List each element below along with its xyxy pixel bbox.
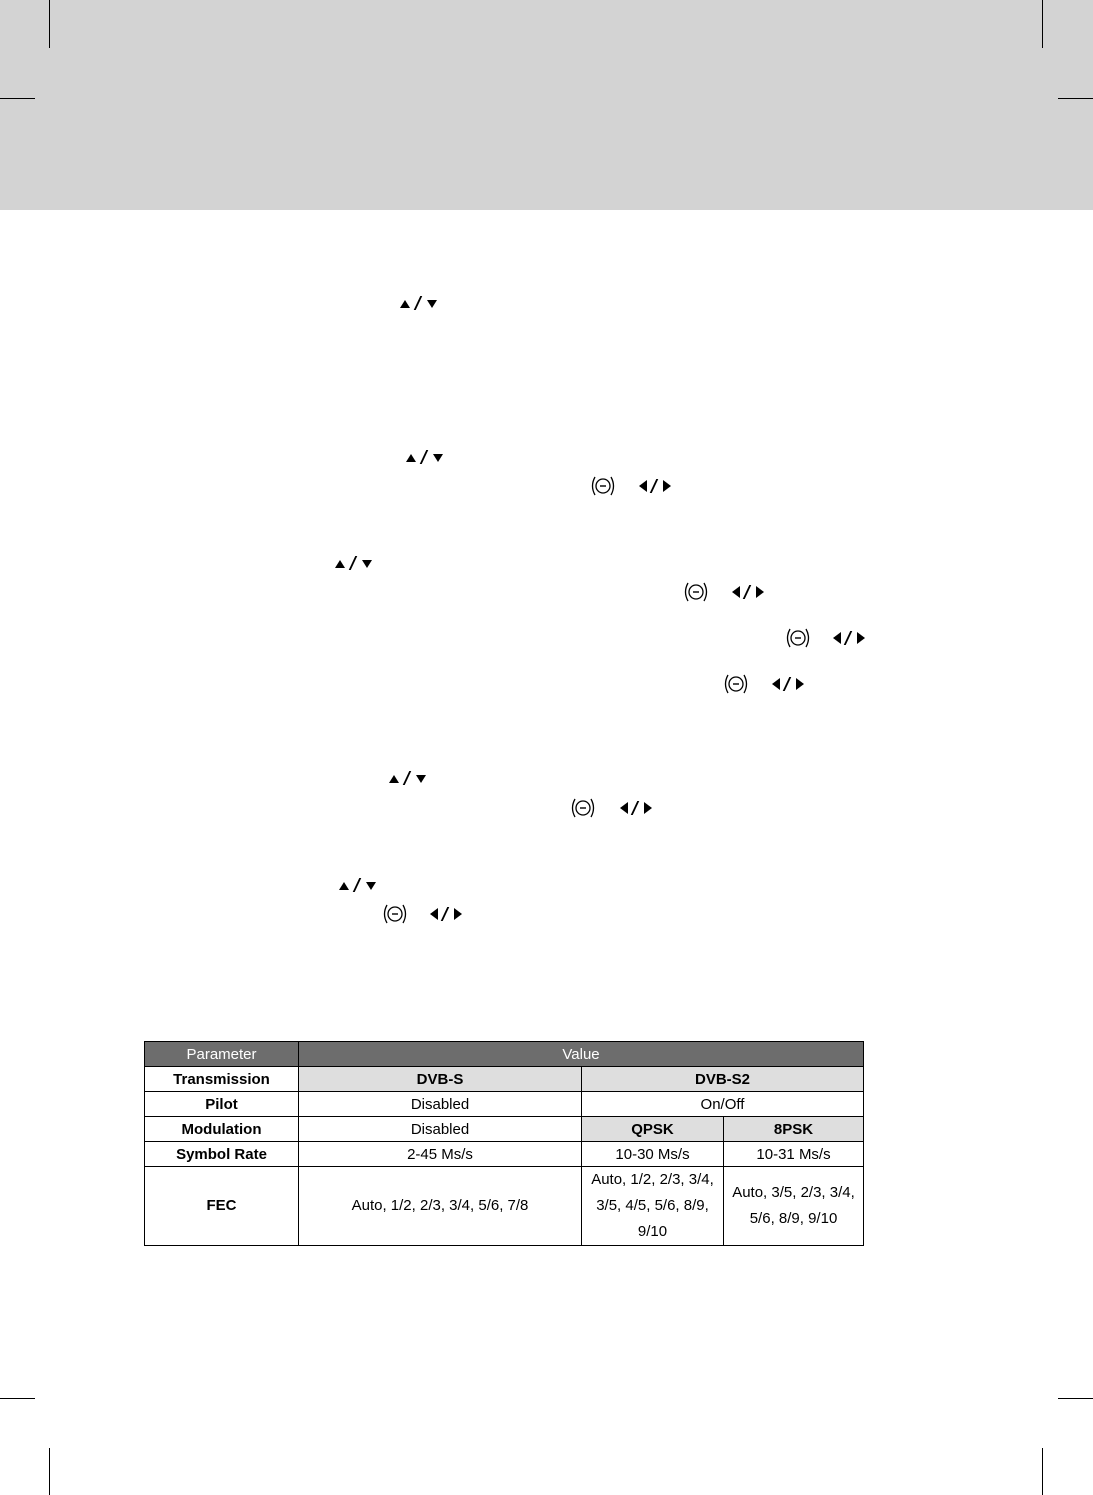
ok-button-icon — [589, 474, 617, 498]
crop-mark-bottom-left-vertical — [49, 1448, 50, 1495]
ok-button-icon — [569, 796, 597, 820]
header-parameter: Parameter — [145, 1042, 299, 1067]
cell-fec-qpsk — [582, 1167, 724, 1246]
crop-mark-bottom-right-horizontal — [1058, 1398, 1093, 1399]
row-label-pilot: Pilot — [145, 1092, 299, 1117]
fec-8psk-line: Auto, 3/5, 2/3, 3/4, — [732, 1184, 855, 1201]
table-row — [145, 1117, 864, 1142]
header-band — [0, 0, 1093, 210]
ok-button-icon — [722, 672, 750, 696]
fec-qpsk-line: 9/10 — [637, 1223, 668, 1240]
crop-mark-bottom-right-vertical — [1042, 1448, 1043, 1495]
table-row — [145, 1142, 864, 1167]
cell-pilot-dvbs2: On/Off — [582, 1092, 864, 1117]
table-row — [145, 1167, 864, 1246]
up-down-arrow-icon — [389, 771, 429, 787]
cell-transmission-dvbs2: DVB-S2 — [582, 1067, 864, 1092]
cell-modulation-dvbs: Disabled — [299, 1117, 582, 1142]
cell-fec-8psk — [724, 1167, 864, 1246]
left-right-arrow-icon — [430, 906, 466, 922]
table-header-row — [145, 1042, 864, 1067]
cell-symbol-rate-qpsk: 10-30 Ms/s — [582, 1142, 724, 1167]
fec-8psk-line: 5/6, 8/9, 9/10 — [749, 1210, 838, 1227]
crop-mark-top-right-vertical — [1042, 0, 1043, 48]
crop-mark-top-right-horizontal — [1058, 98, 1093, 99]
up-down-arrow-icon — [400, 296, 440, 312]
crop-mark-bottom-left-horizontal — [0, 1398, 35, 1399]
row-label-fec: FEC — [145, 1167, 299, 1246]
up-down-arrow-icon — [406, 450, 446, 466]
table-row — [145, 1067, 864, 1092]
up-down-arrow-icon — [339, 878, 379, 894]
row-label-symbol-rate: Symbol Rate — [145, 1142, 299, 1167]
table-row — [145, 1092, 864, 1117]
left-right-arrow-icon — [772, 676, 808, 692]
fec-qpsk-line: 3/5, 4/5, 5/6, 8/9, — [596, 1197, 709, 1214]
cell-symbol-rate-8psk: 10-31 Ms/s — [724, 1142, 864, 1167]
cell-symbol-rate-dvbs: 2-45 Ms/s — [299, 1142, 582, 1167]
cell-modulation-qpsk: QPSK — [582, 1117, 724, 1142]
ok-button-icon — [682, 580, 710, 604]
left-right-arrow-icon — [833, 630, 869, 646]
up-down-arrow-icon — [335, 556, 375, 572]
cell-transmission-dvbs: DVB-S — [299, 1067, 582, 1092]
fec-qpsk-line: Auto, 1/2, 2/3, 3/4, — [591, 1171, 714, 1188]
parameter-table — [144, 1041, 864, 1246]
crop-mark-top-left-horizontal — [0, 98, 35, 99]
ok-button-icon — [784, 626, 812, 650]
left-right-arrow-icon — [620, 800, 656, 816]
row-label-modulation: Modulation — [145, 1117, 299, 1142]
cell-pilot-dvbs: Disabled — [299, 1092, 582, 1117]
row-label-transmission: Transmission — [145, 1067, 299, 1092]
left-right-arrow-icon — [732, 584, 768, 600]
left-right-arrow-icon — [639, 478, 675, 494]
header-value: Value — [299, 1042, 864, 1067]
cell-modulation-8psk: 8PSK — [724, 1117, 864, 1142]
ok-button-icon — [381, 902, 409, 926]
crop-mark-top-left-vertical — [49, 0, 50, 48]
cell-fec-dvbs: Auto, 1/2, 2/3, 3/4, 5/6, 7/8 — [299, 1167, 582, 1246]
